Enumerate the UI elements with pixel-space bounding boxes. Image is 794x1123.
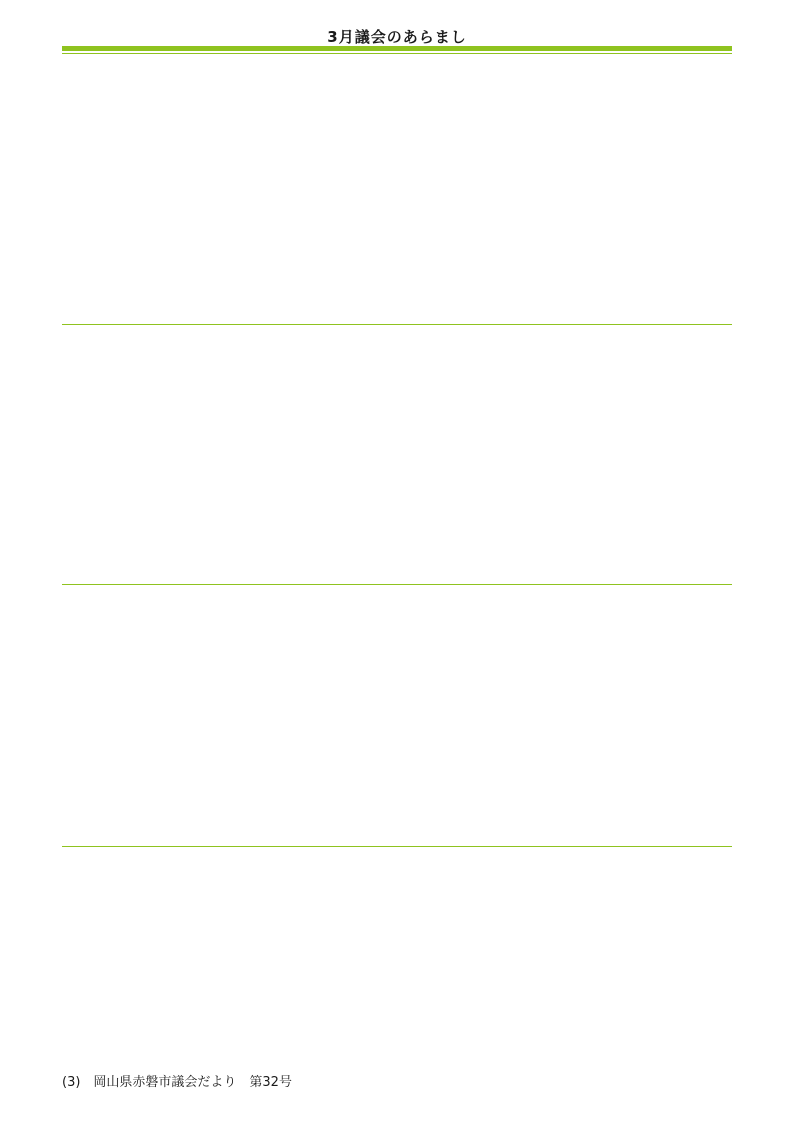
page-title: 3月議会のあらまし <box>327 28 467 46</box>
page-footer: (3) 岡山県赤磐市議会だより 第32号 <box>62 1075 292 1090</box>
tier-divider <box>62 584 732 585</box>
header-rule-thin <box>62 53 732 54</box>
tier-divider <box>62 846 732 847</box>
tier-divider <box>62 324 732 325</box>
header-rule <box>62 46 732 51</box>
